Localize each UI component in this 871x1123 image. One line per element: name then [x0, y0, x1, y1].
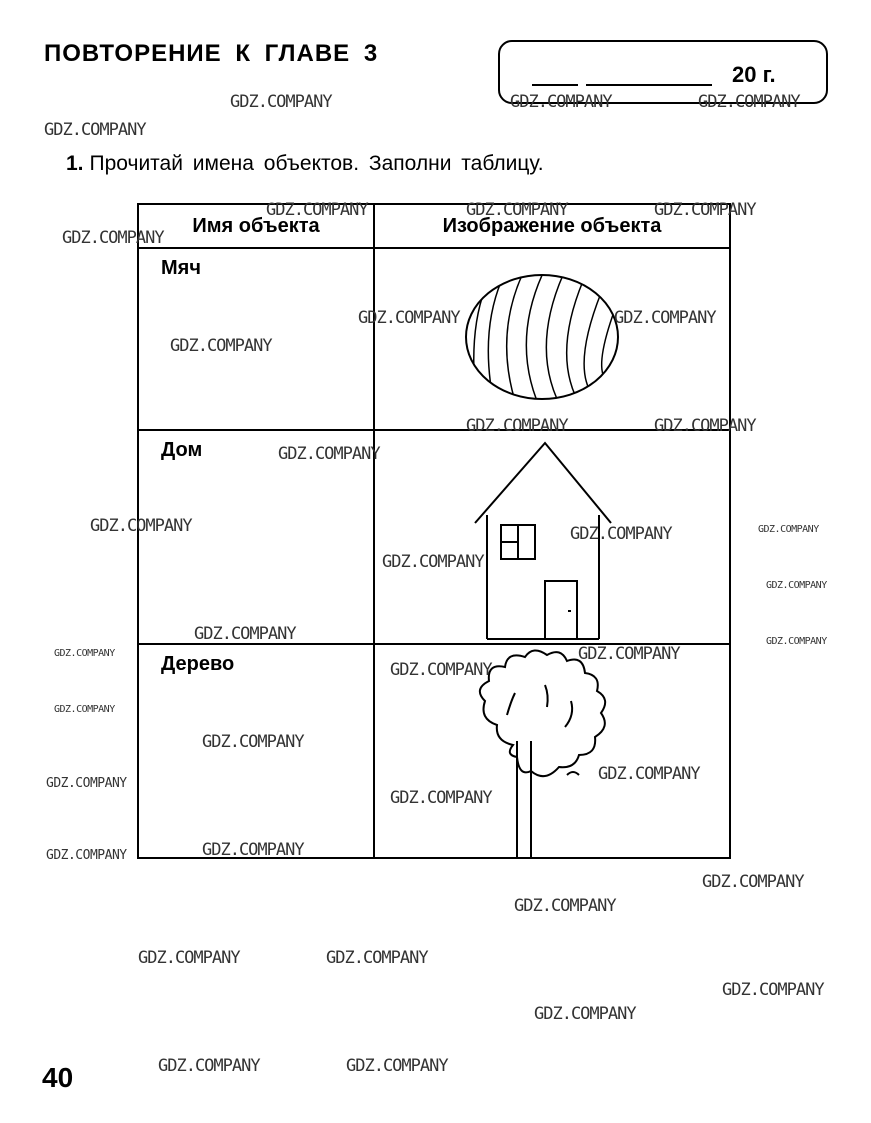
- watermark: GDZ.COMPANY: [170, 336, 272, 356]
- watermark: GDZ.COMPANY: [698, 92, 800, 112]
- date-day-line: [532, 84, 578, 86]
- row-name-ball: Мяч: [138, 248, 374, 430]
- watermark: GDZ.COMPANY: [194, 624, 296, 644]
- page-title: ПОВТОРЕНИЕ К ГЛАВЕ 3: [44, 40, 379, 67]
- task-number: 1.: [66, 152, 84, 175]
- watermark: GDZ.COMPANY: [230, 92, 332, 112]
- watermark: GDZ.COMPANY: [466, 200, 568, 220]
- watermark: GDZ.COMPANY: [382, 552, 484, 572]
- watermark: GDZ.COMPANY: [326, 948, 428, 968]
- watermark: GDZ.COMPANY: [54, 648, 115, 659]
- watermark: GDZ.COMPANY: [390, 788, 492, 808]
- watermark: GDZ.COMPANY: [766, 636, 827, 647]
- page-number: 40: [42, 1062, 74, 1093]
- row-name-tree: Дерево: [138, 644, 374, 858]
- task-1: [66, 152, 544, 176]
- watermark: GDZ.COMPANY: [702, 872, 804, 892]
- table-header-row: [138, 204, 730, 248]
- row-name-house: Дом: [138, 430, 374, 644]
- watermark: GDZ.COMPANY: [570, 524, 672, 544]
- task-text: Прочитай имена объектов. Заполни таблицу.: [89, 152, 544, 175]
- watermark: GDZ.COMPANY: [598, 764, 700, 784]
- watermark: GDZ.COMPANY: [138, 948, 240, 968]
- watermark: GDZ.COMPANY: [390, 660, 492, 680]
- date-year-label: 20 г.: [732, 62, 776, 87]
- watermark: GDZ.COMPANY: [202, 840, 304, 860]
- watermark: GDZ.COMPANY: [346, 1056, 448, 1076]
- watermark: GDZ.COMPANY: [46, 848, 127, 863]
- row-image-ball: [374, 248, 730, 430]
- watermark: GDZ.COMPANY: [514, 896, 616, 916]
- watermark: GDZ.COMPANY: [466, 416, 568, 436]
- header-object-name: Имя объекта: [138, 204, 374, 248]
- watermark: GDZ.COMPANY: [758, 524, 819, 535]
- watermark: GDZ.COMPANY: [534, 1004, 636, 1024]
- watermark: GDZ.COMPANY: [614, 308, 716, 328]
- watermark: GDZ.COMPANY: [202, 732, 304, 752]
- watermark: GDZ.COMPANY: [358, 308, 460, 328]
- watermark: GDZ.COMPANY: [158, 1056, 260, 1076]
- watermark: GDZ.COMPANY: [510, 92, 612, 112]
- header-object-image: Изображение объекта: [374, 204, 730, 248]
- watermark: GDZ.COMPANY: [90, 516, 192, 536]
- ball-drawing: [375, 249, 733, 429]
- watermark: GDZ.COMPANY: [654, 200, 756, 220]
- row-image-house: [374, 430, 730, 644]
- watermark: GDZ.COMPANY: [62, 228, 164, 248]
- watermark: GDZ.COMPANY: [654, 416, 756, 436]
- watermark: GDZ.COMPANY: [266, 200, 368, 220]
- watermark: GDZ.COMPANY: [578, 644, 680, 664]
- watermark: GDZ.COMPANY: [44, 120, 146, 140]
- watermark: GDZ.COMPANY: [766, 580, 827, 591]
- date-month-line: [586, 84, 712, 86]
- watermark: GDZ.COMPANY: [46, 776, 127, 791]
- house-drawing: [375, 431, 733, 643]
- watermark: GDZ.COMPANY: [278, 444, 380, 464]
- watermark: GDZ.COMPANY: [54, 704, 115, 715]
- watermark: GDZ.COMPANY: [722, 980, 824, 1000]
